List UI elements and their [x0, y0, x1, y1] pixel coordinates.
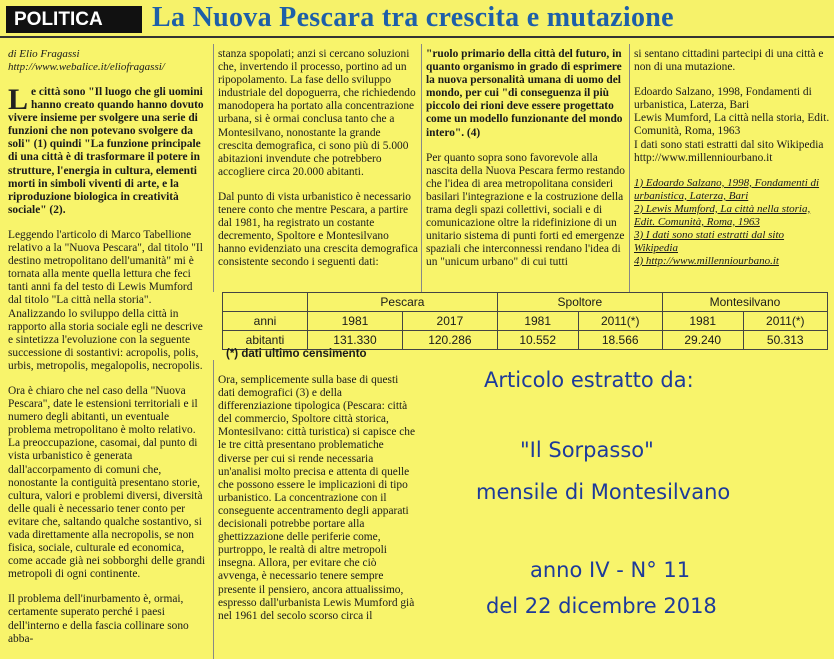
- footnotes: [634, 177, 830, 268]
- table-note: (*) dati ultimo censimento: [226, 348, 367, 360]
- table-row: [223, 312, 828, 331]
- table-row: [223, 331, 828, 350]
- article-column-3: [426, 48, 626, 282]
- author-url[interactable]: http://www.webalice.it/eliofragassi/: [8, 61, 165, 73]
- table-cell: 50.313: [743, 331, 827, 350]
- table-cell: 1981: [497, 312, 578, 331]
- bibliography: Edoardo Salzano, 1998, Fondamenti di urbanistica, Laterza, Bari Lewis Mumford, La città nella storia, Edit. Comunità, Roma, 1963 I dati sono stati estratti dal sito Wikipedia http://www.millenniourbano.it: [634, 86, 830, 164]
- column-divider: [213, 44, 214, 292]
- paragraph: stanza spopolati; anzi si cercano soluzioni che, invertendo il processo, portino ad un ripopolamento. La fase dello sviluppo industriale del dopoguerra, che richiedendo manodopera ha portato alla concentrazione urbana, si è ormai conclusa tanto che a Montesilvano, nonostante la grande crescita demografica, ci sono più di 5.000 abitazioni invendute che potrebbero accogliere circa 20.000 abitanti.: [218, 48, 416, 178]
- table-cell: [223, 293, 308, 312]
- column-divider: [629, 44, 630, 292]
- table-cell: 29.240: [662, 331, 743, 350]
- paragraph: Le città sono "Il luogo che gli uomini hanno creato quando hanno dovuto vivere insieme per svolgere una serie di funzioni che non potevano svolgere da soli" (1) quindi "La funzione principale di una città è di trasformare il potere in strutture, l'energia in cultura, elementi morti in simboli viventi di arte, e la riproduzione biologica in creatività sociale" (2).: [8, 83, 204, 216]
- paragraph: si sentano cittadini partecipi di una città e non di una mutazione.: [634, 48, 824, 74]
- table-cell: 120.286: [402, 331, 497, 350]
- column-divider: [213, 360, 214, 659]
- row-label: abitanti: [223, 331, 308, 350]
- paragraph: Dal punto di vista urbanistico è necessario tenere conto che mentre Pescara, a partire dal 1981, ha registrato un costante decremento, Spoltore e Montesilvano hanno evidenziato una crescita demografica consistente secondo i seguenti dati:: [218, 190, 418, 269]
- byline: [8, 48, 208, 74]
- header-divider: [0, 36, 834, 38]
- overlay-line: "Il Sorpasso": [520, 438, 654, 462]
- footnote-link[interactable]: 4) http://www.millenniourbano.it: [634, 254, 779, 267]
- footnote: 1) Edoardo Salzano, 1998, Fondamenti di urbanistica, Laterza, Bari: [634, 176, 820, 202]
- author-name: di Elio Fragassi: [8, 48, 80, 60]
- table-cell: 2011(*): [578, 312, 662, 331]
- overlay-line: mensile di Montesilvano: [476, 480, 731, 504]
- article-title: La Nuova Pescara tra crescita e mutazione: [152, 2, 674, 33]
- article-column-2-continued: [218, 374, 418, 635]
- table-cell: 2017: [402, 312, 497, 331]
- paragraph: Per quanto sopra sono favorevole alla nascita della Nuova Pescara fermo restando che l'idea di area metropolitana consideri basilari l'integrazione e la costruzione della trama degli spazi collettivi, sociali e di comunicazione oltre la ridefinizione di un unitario sistema di punti forti ed emergenze spaziali che interconnessi rendano l'idea di un "unicum urbano" di cui tutti: [426, 151, 625, 269]
- table-cell: 131.330: [308, 331, 403, 350]
- census-table: [222, 292, 828, 350]
- article-header: [0, 0, 834, 38]
- paragraph: Ora è chiaro che nel caso della "Nuova Pescara", date le estensioni territoriali e il numero degli abitanti, un eventuale problema metropolitano è molto relativo. La preoccupazione, casomai, dal punto di vista urbanistico è generata dall'accorpamento di comuni che, nonostante la contiguità presentano storie, cultura, valori e problemi diversi, diversità delle quali è necessario tener conto per evitare che, saltando qualche sostantivo, si vada direttamente alla necropolis, se non fisica, sociale, culturale ed economica, come accade già nei sobborghi delle grandi metropoli di ogni continente.: [8, 384, 206, 581]
- table-cell: 10.552: [497, 331, 578, 350]
- group-header: Pescara: [308, 293, 498, 312]
- quote-paragraph: "ruolo primario della città del futuro, in quanto organismo in grado di esprimere la nuova personalità umana di uomo del mondo, per cui "di conseguenza il più piccolo dei rioni deve essere progettato come un modello funzionante del mondo intero". (4): [426, 48, 623, 139]
- article-column-1: [8, 48, 208, 658]
- section-tag: POLITICA: [6, 6, 142, 33]
- overlay-line: anno IV - N° 11: [530, 558, 691, 582]
- table-cell: 1981: [308, 312, 403, 331]
- article-column-4: [634, 48, 830, 268]
- group-header: Montesilvano: [662, 293, 827, 312]
- article-column-2: [218, 48, 418, 282]
- footnote: 2) Lewis Mumford, La città nella storia, Edit. Comunità, Roma, 1963: [634, 202, 811, 228]
- drop-cap: L: [8, 83, 29, 116]
- paragraph: Il problema dell'inurbamento è, ormai, certamente superato perché i paesi dell'interno e della fascia collinare sono abba-: [8, 593, 189, 645]
- column-divider: [421, 44, 422, 292]
- group-header: Spoltore: [497, 293, 662, 312]
- overlay-line: del 22 dicembre 2018: [486, 594, 717, 618]
- row-label: anni: [223, 312, 308, 331]
- table-cell: 18.566: [578, 331, 662, 350]
- table-cell: 2011(*): [743, 312, 827, 331]
- table-cell: 1981: [662, 312, 743, 331]
- paragraph: Ora, semplicemente sulla base di questi dati demografici (3) e della differenziazione tipologica (Pescara: città del commercio, Spoltore città storica, Montesilvano: città turistica) si capisce che le tre città presentano problematiche diverse per cui si rende necessaria un'analisi molto precisa e attenta di quelle che possono essere le implicazioni di tipo urbanistico. La concentrazione con il conseguente accentramento degli apparati decisionali potrebbe portare alla ghettizzazione delle periferie come, purtroppo, le realtà di altre metropoli insegna. Allora, per evitare che ciò avvenga, è necessario tenere sempre presente il pensiero, ancora attualissimo, espresso dall'urbanista Lewis Mumford già nel 1961 del secolo scorso circa il: [218, 374, 416, 622]
- overlay-line: Articolo estratto da:: [484, 368, 694, 392]
- table-row: [223, 293, 828, 312]
- footnote: 3) I dati sono stati estratti dal sito Wikipedia: [634, 228, 785, 254]
- paragraph: Leggendo l'articolo di Marco Tabellione relativo a la "Nuova Pescara", dal titolo "Il destino metropolitano dell'umanità" mi è tornata alla mente quella lettura che feci tanti anni fa del testo di Lewis Mumford dal titolo "La città nella storia". Analizzando lo sviluppo della città in rapporto alla storia sociale egli ne descrive e sintetizza l'evoluzione con la seguente successione di sostantivi: acropolis, polis, urbis, metropolis, megalopolis, necropolis.: [8, 228, 203, 372]
